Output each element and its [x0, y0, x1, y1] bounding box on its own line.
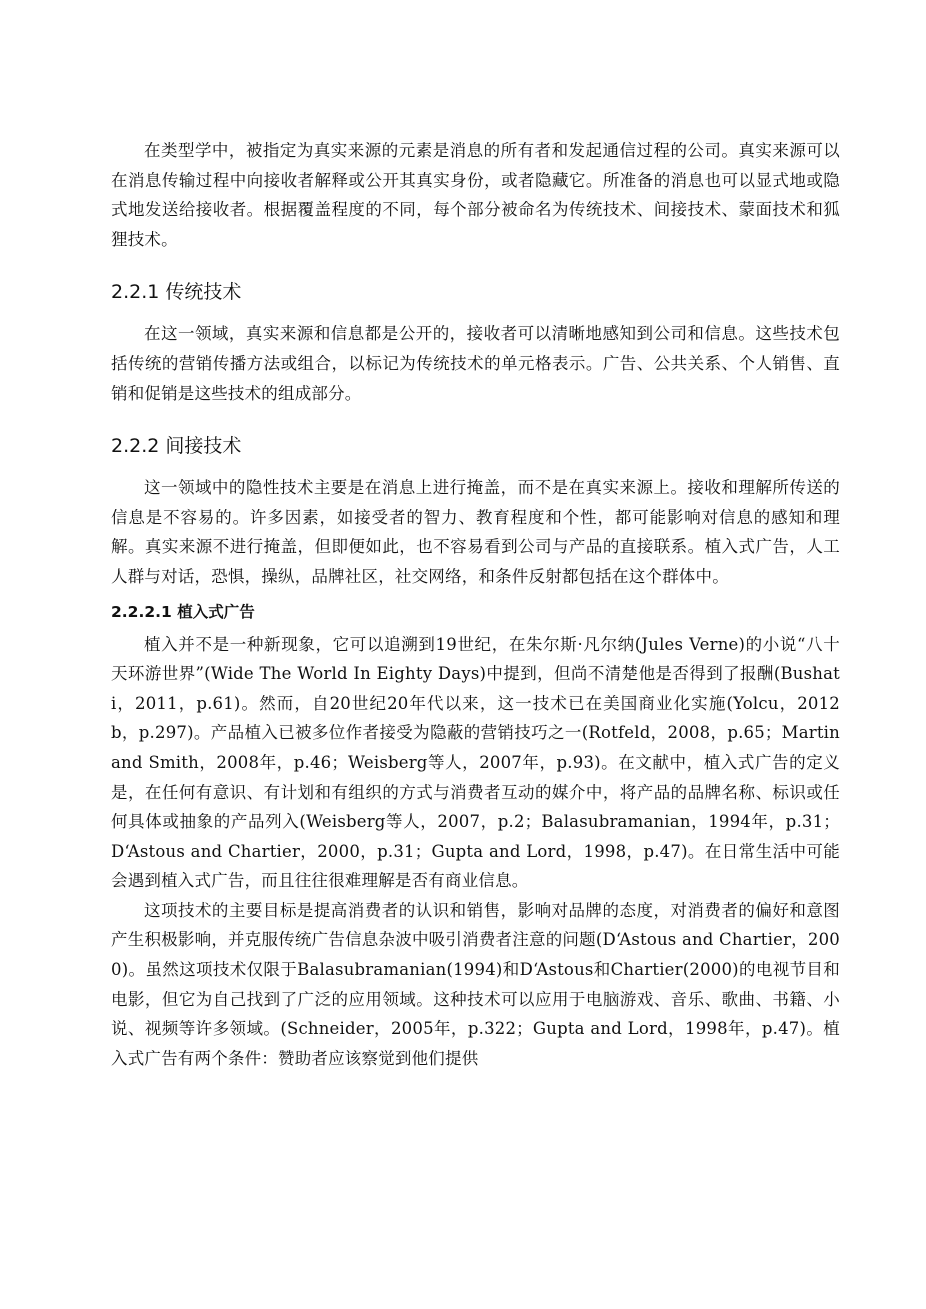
section-heading-2-2-1: 2.2.1 传统技术: [111, 281, 242, 304]
subsection-heading-2-2-2-1: 2.2.2.1 植入式广告: [111, 602, 255, 621]
document-page: [111, 136, 840, 1073]
product-placement-paragraph-2: 这项技术的主要目标是提高消费者的认识和销售，影响对品牌的态度，对消费者的偏好和意图产生积极影响，并克服传统广告信息杂波中吸引消费者注意的问题(D‘Astous and Chartier，2000)。虽然这项技术仅限于Balasubramanian(1994)和D‘Astous和Chartier(2000)的电视节目和电影，但它为自己找到了广泛的应用领域。这种技术可以应用于电脑游戏、音乐、歌曲、书籍、小说、视频等许多领域。(Schneider，2005年，p.322；Gupta and Lord，1998年，p.47)。植入式广告有两个条件：赞助者应该察觉到他们提供: [111, 900, 840, 1068]
section-2-2-2-paragraph: 这一领域中的隐性技术主要是在消息上进行掩盖，而不是在真实来源上。接收和理解所传送的信息是不容易的。许多因素，如接受者的智力、教育程度和个性，都可能影响对信息的感知和理解。真实来源不进行掩盖，但即便如此，也不容易看到公司与产品的直接联系。植入式广告，人工人群与对话，恐惧，操纵，品牌社区，社交网络，和条件反射都包括在这个群体中。: [111, 478, 840, 586]
product-placement-paragraph-1: 植入并不是一种新现象，它可以追溯到19世纪，在朱尔斯·凡尔纳(Jules Verne)的小说“八十天环游世界”(Wide The World In Eighty Days)中提到，但尚不清楚他是否得到了报酬(Bushati，2011，p.61)。然而，自20世纪20年代以来，这一技术已在美国商业化实施(Yolcu，2012 b，p.297)。产品植入已被多位作者接受为隐蔽的营销技巧之一(Rotfeld，2008，p.65；Martin and Smith，2008年，p.46；Weisberg等人，2007年，p.93)。在文献中，植入式广告的定义是，在任何有意识、有计划和有组织的方式与消费者互动的媒介中，将产品的品牌名称、标识或任何具体或抽象的产品列入(Weisberg等人，2007，p.2；Balasubramanian，1994年，p.31；D‘Astous and Chartier，2000，p.31；Gupta and Lord，1998，p.47)。在日常生活中可能会遇到植入式广告，而且往往很难理解是否有商业信息。: [111, 634, 840, 891]
intro-paragraph: 在类型学中，被指定为真实来源的元素是消息的所有者和发起通信过程的公司。真实来源可以在消息传输过程中向接收者解释或公开其真实身份，或者隐藏它。所准备的消息也可以显式地或隐式地发送给接收者。根据覆盖程度的不同，每个部分被命名为传统技术、间接技术、蒙面技术和狐狸技术。: [111, 141, 840, 249]
section-heading-2-2-2: 2.2.2 间接技术: [111, 435, 242, 458]
section-2-2-1-paragraph: 在这一领域，真实来源和信息都是公开的，接收者可以清晰地感知到公司和信息。这些技术包括传统的营销传播方法或组合，以标记为传统技术的单元格表示。广告、公共关系、个人销售、直销和促销是这些技术的组成部分。: [111, 324, 840, 403]
